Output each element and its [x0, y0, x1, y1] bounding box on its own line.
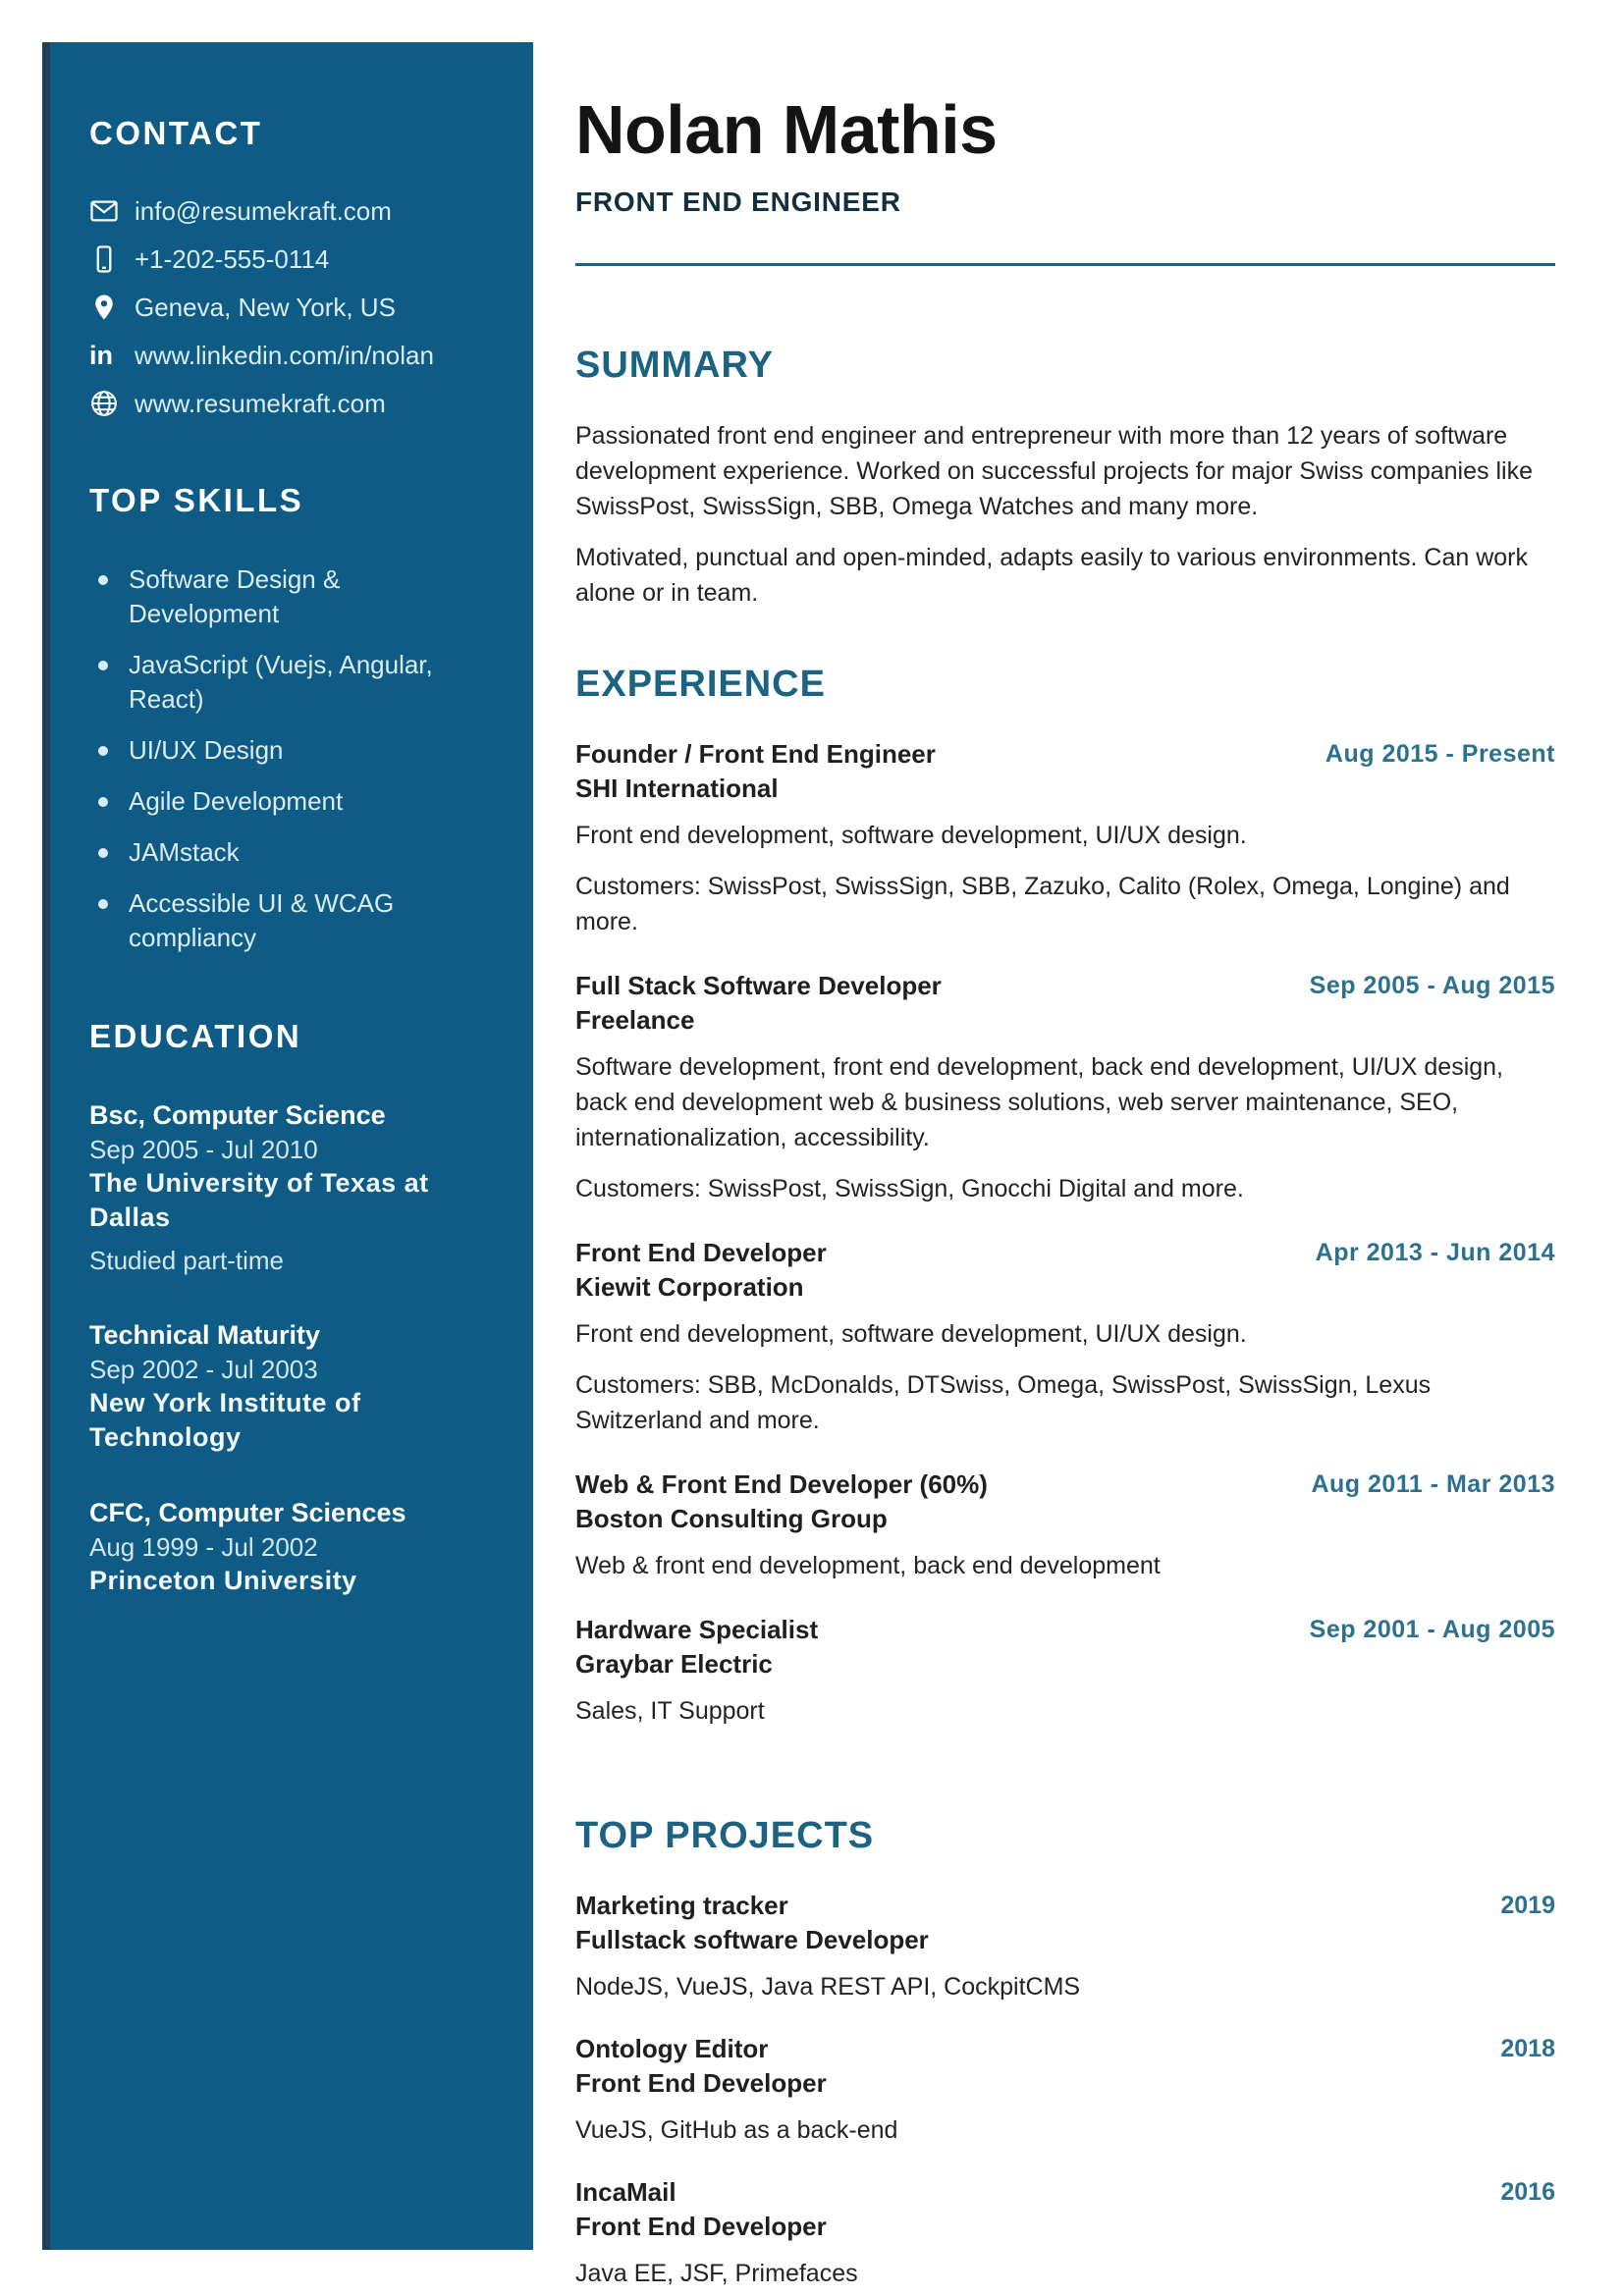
contact-item-location — [89, 292, 496, 323]
experience-entry — [575, 1236, 1555, 1438]
job-titles — [575, 1613, 818, 1682]
skill-item: Agile Development — [89, 784, 496, 819]
job-header — [575, 1236, 1555, 1305]
job-titles — [575, 1468, 988, 1536]
person-job-title: FRONT END ENGINEER — [575, 187, 901, 217]
job-header — [575, 969, 1555, 1038]
project-entry — [575, 2032, 1555, 2148]
contact-item-phone — [89, 243, 496, 275]
job-description: Software development, front end development, back end development, UI/UX design, back end development web & business solutions, web server maintenance, SEO, internationalization, accessibility. — [575, 1053, 1504, 1151]
job-customers: Customers: SwissPost, SwissSign, SBB, Zazuko, Calito (Rolex, Omega, Longine) and more. — [575, 873, 1510, 935]
job-dates: Aug 2011 - Mar 2013 — [1311, 1470, 1555, 1498]
experience-heading: EXPERIENCE — [575, 664, 826, 705]
project-entry — [575, 2175, 1555, 2291]
education-entry — [89, 1496, 496, 1598]
education-dates: Sep 2002 - Jul 2003 — [89, 1355, 318, 1384]
job-dates: Aug 2015 - Present — [1325, 740, 1555, 768]
location-icon — [89, 293, 119, 322]
person-name: Nolan Mathis — [575, 91, 998, 168]
project-entry — [575, 1889, 1555, 2004]
sidebar — [42, 42, 533, 2250]
experience-entry — [575, 969, 1555, 1206]
globe-icon — [89, 389, 119, 418]
education-dates: Aug 1999 - Jul 2002 — [89, 1532, 318, 1562]
contact-email-text: info@resumekraft.com — [135, 196, 392, 226]
job-company: Graybar Electric — [575, 1649, 773, 1679]
summary-paragraph: Motivated, punctual and open-minded, adapts easily to various environments. Can work alone or in team. — [575, 544, 1528, 607]
job-customers: Customers: SBB, McDonalds, DTSwiss, Omega, SwissPost, SwissSign, Lexus Switzerland and more. — [575, 1371, 1432, 1434]
summary-paragraph: Passionated front end engineer and entrepreneur with more than 12 years of software development experience. Worked on successful projects for major Swiss companies like SwissPost, SwissSign, SBB, Omega Watches and many more. — [575, 422, 1533, 520]
projects-heading: TOP PROJECTS — [575, 1815, 875, 1856]
job-header — [575, 1613, 1555, 1682]
project-role: Fullstack software Developer — [575, 1925, 929, 1954]
job-header — [575, 1468, 1555, 1536]
project-tech: Java EE, JSF, Primefaces — [575, 2260, 858, 2287]
contact-phone-text: +1-202-555-0114 — [135, 244, 330, 274]
skill-item: UI/UX Design — [89, 733, 496, 768]
project-role: Front End Developer — [575, 2212, 827, 2241]
experience-entry — [575, 1613, 1555, 1729]
education-dates: Sep 2005 - Jul 2010 — [89, 1135, 318, 1164]
project-year: 2018 — [1500, 2035, 1555, 2062]
contact-location-text: Geneva, New York, US — [135, 293, 396, 322]
education-school: New York Institute of Technology — [89, 1388, 361, 1452]
job-title: Front End Developer — [575, 1238, 827, 1267]
project-tech: VueJS, GitHub as a back-end — [575, 2116, 898, 2144]
job-customers: Customers: SwissPost, SwissSign, Gnocchi Digital and more. — [575, 1175, 1244, 1202]
experience-entry — [575, 1468, 1555, 1583]
job-title: Full Stack Software Developer — [575, 971, 942, 1000]
phone-icon — [89, 244, 119, 274]
main-content — [575, 54, 1555, 2296]
job-titles — [575, 969, 942, 1038]
project-tech: NodeJS, VueJS, Java REST API, CockpitCMS — [575, 1973, 1081, 2001]
job-description: Front end development, software development, UI/UX design. — [575, 822, 1247, 849]
contact-heading: CONTACT — [89, 115, 263, 151]
education-degree: Bsc, Computer Science — [89, 1100, 386, 1130]
skill-item: JAMstack — [89, 835, 496, 870]
education-school: Princeton University — [89, 1566, 357, 1595]
project-name: IncaMail — [575, 2177, 676, 2207]
job-company: Kiewit Corporation — [575, 1272, 804, 1302]
education-degree: Technical Maturity — [89, 1320, 321, 1350]
job-title: Hardware Specialist — [575, 1615, 819, 1644]
summary-heading: SUMMARY — [575, 345, 774, 386]
education-school: The University of Texas at Dallas — [89, 1168, 429, 1232]
job-titles — [575, 737, 936, 806]
contact-item-website[interactable] — [89, 388, 496, 419]
job-titles — [575, 1236, 827, 1305]
education-entry — [89, 1318, 496, 1455]
education-degree: CFC, Computer Sciences — [89, 1498, 406, 1527]
linkedin-icon: in — [89, 341, 113, 370]
job-company: SHI International — [575, 774, 779, 803]
job-description: Sales, IT Support — [575, 1697, 765, 1725]
job-company: Boston Consulting Group — [575, 1504, 888, 1533]
contact-website-text: www.resumekraft.com — [135, 389, 386, 418]
contact-item-email[interactable] — [89, 195, 496, 227]
job-title: Founder / Front End Engineer — [575, 739, 936, 769]
project-year: 2016 — [1500, 2178, 1555, 2206]
skills-heading: TOP SKILLS — [89, 482, 304, 518]
project-header — [575, 2175, 1555, 2210]
job-company: Freelance — [575, 1005, 695, 1035]
contact-linkedin-text: www.linkedin.com/in/nolan — [135, 341, 434, 370]
experience-entry — [575, 737, 1555, 939]
contact-item-linkedin[interactable] — [89, 340, 496, 371]
project-name: Ontology Editor — [575, 2034, 769, 2063]
job-description: Front end development, software development, UI/UX design. — [575, 1320, 1247, 1348]
email-icon — [89, 196, 119, 226]
header-divider — [575, 263, 1555, 266]
job-description: Web & front end development, back end development — [575, 1552, 1161, 1579]
job-header — [575, 737, 1555, 806]
education-note: Studied part-time — [89, 1246, 284, 1275]
job-dates: Sep 2005 - Aug 2015 — [1309, 972, 1555, 999]
project-name: Marketing tracker — [575, 1891, 788, 1920]
job-dates: Sep 2001 - Aug 2005 — [1309, 1616, 1555, 1643]
job-dates: Apr 2013 - Jun 2014 — [1315, 1239, 1555, 1266]
skills-list — [89, 562, 496, 955]
education-heading: EDUCATION — [89, 1018, 302, 1054]
project-year: 2019 — [1500, 1892, 1555, 1919]
project-header — [575, 2032, 1555, 2066]
skill-item: JavaScript (Vuejs, Angular, React) — [89, 648, 496, 717]
project-header — [575, 1889, 1555, 1923]
project-role: Front End Developer — [575, 2068, 827, 2098]
skill-item: Accessible UI & WCAG compliancy — [89, 886, 496, 955]
education-entry — [89, 1098, 496, 1277]
job-title: Web & Front End Developer (60%) — [575, 1469, 988, 1499]
skill-item: Software Design & Development — [89, 562, 496, 631]
